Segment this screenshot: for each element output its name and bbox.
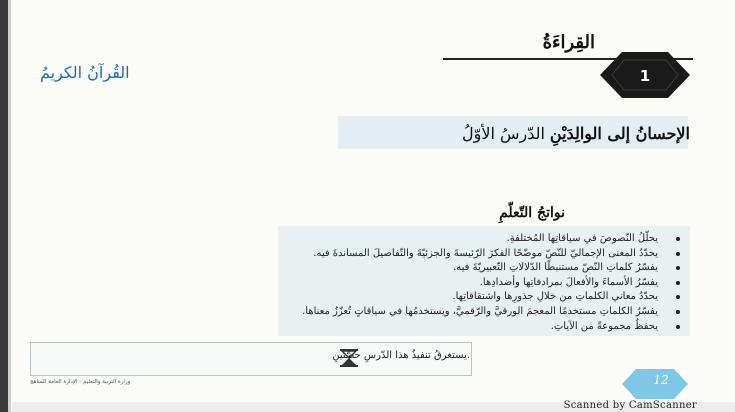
bullet-icon [676, 295, 680, 299]
outcome-item [260, 247, 680, 262]
unit-number-badge [600, 50, 690, 100]
bullet-icon [676, 281, 680, 285]
outcome-item [260, 290, 680, 305]
bullet-icon [676, 310, 680, 314]
bullet-icon [676, 252, 680, 256]
outcome-text: يفسّرُ الأسماءَ والأفعالَ بمرادفاتِها وأضدادِها. [479, 276, 658, 288]
ministry-footer: وزارة التربية والتعليم - الإدارة العامة للمناهج [30, 379, 131, 385]
outcome-item [260, 276, 680, 291]
lesson-duration-text: يستغرقُ تنفيذُ هذا الدّرسِ حصّتينِ. [332, 350, 470, 361]
learning-outcomes-heading: نواتجُ التّعلّمِ [499, 205, 565, 221]
unit-title: القِراءَةُ [542, 32, 595, 53]
outcome-item [260, 261, 680, 276]
bullet-icon [676, 325, 680, 329]
outcome-text: يفسّرُ كلماتِ النّصّ مستنبطًا الدّلالاتِ التّعبيريّةَ فيه. [453, 262, 658, 274]
outcome-text: يفسّرُ الكلماتِ مستخدمًا المعجمَ الورقيَّ والرّقميَّ، ويستخدمُها في سياقاتٍ تُعزّزُ معناها. [302, 305, 658, 317]
page-edge-highlight [8, 0, 11, 412]
outcome-text: يحلّلُ النّصوصَ في سياقاتِها المُختلفةِ. [506, 233, 658, 244]
learning-outcomes-list [260, 232, 680, 334]
page-number: 12 [653, 373, 669, 387]
outcome-text: يحدّدُ معاني الكلماتِ من خلالِ جذورِها واشتقاقاتِها. [452, 291, 658, 303]
bullet-icon [676, 266, 680, 270]
outcome-item [260, 232, 680, 247]
outcome-text: يحدّدُ المعنى الإجماليّ للنّصّ موضّحًا الفكرَ الرّئيسةَ والجزئيّةَ والتّفاصيلَ المساندةَ فيه. [313, 247, 658, 259]
bullet-icon [676, 237, 680, 241]
page-edge-shadow [0, 0, 8, 412]
lesson-number-label: الدّرسُ الأوّلُ [462, 124, 545, 143]
outcome-text: يحفظُ مجموعةً من الآياتِ. [550, 320, 658, 332]
unit-number: 1 [639, 67, 651, 85]
outcome-item [260, 320, 680, 335]
lesson-title: الإحسانُ إلى الوالِدَيْنِ [549, 124, 690, 143]
outcome-item [260, 305, 680, 320]
scanner-watermark: Scanned by CamScanner [563, 400, 697, 411]
surah-label: القُرآنُ الكريمُ [40, 63, 130, 82]
